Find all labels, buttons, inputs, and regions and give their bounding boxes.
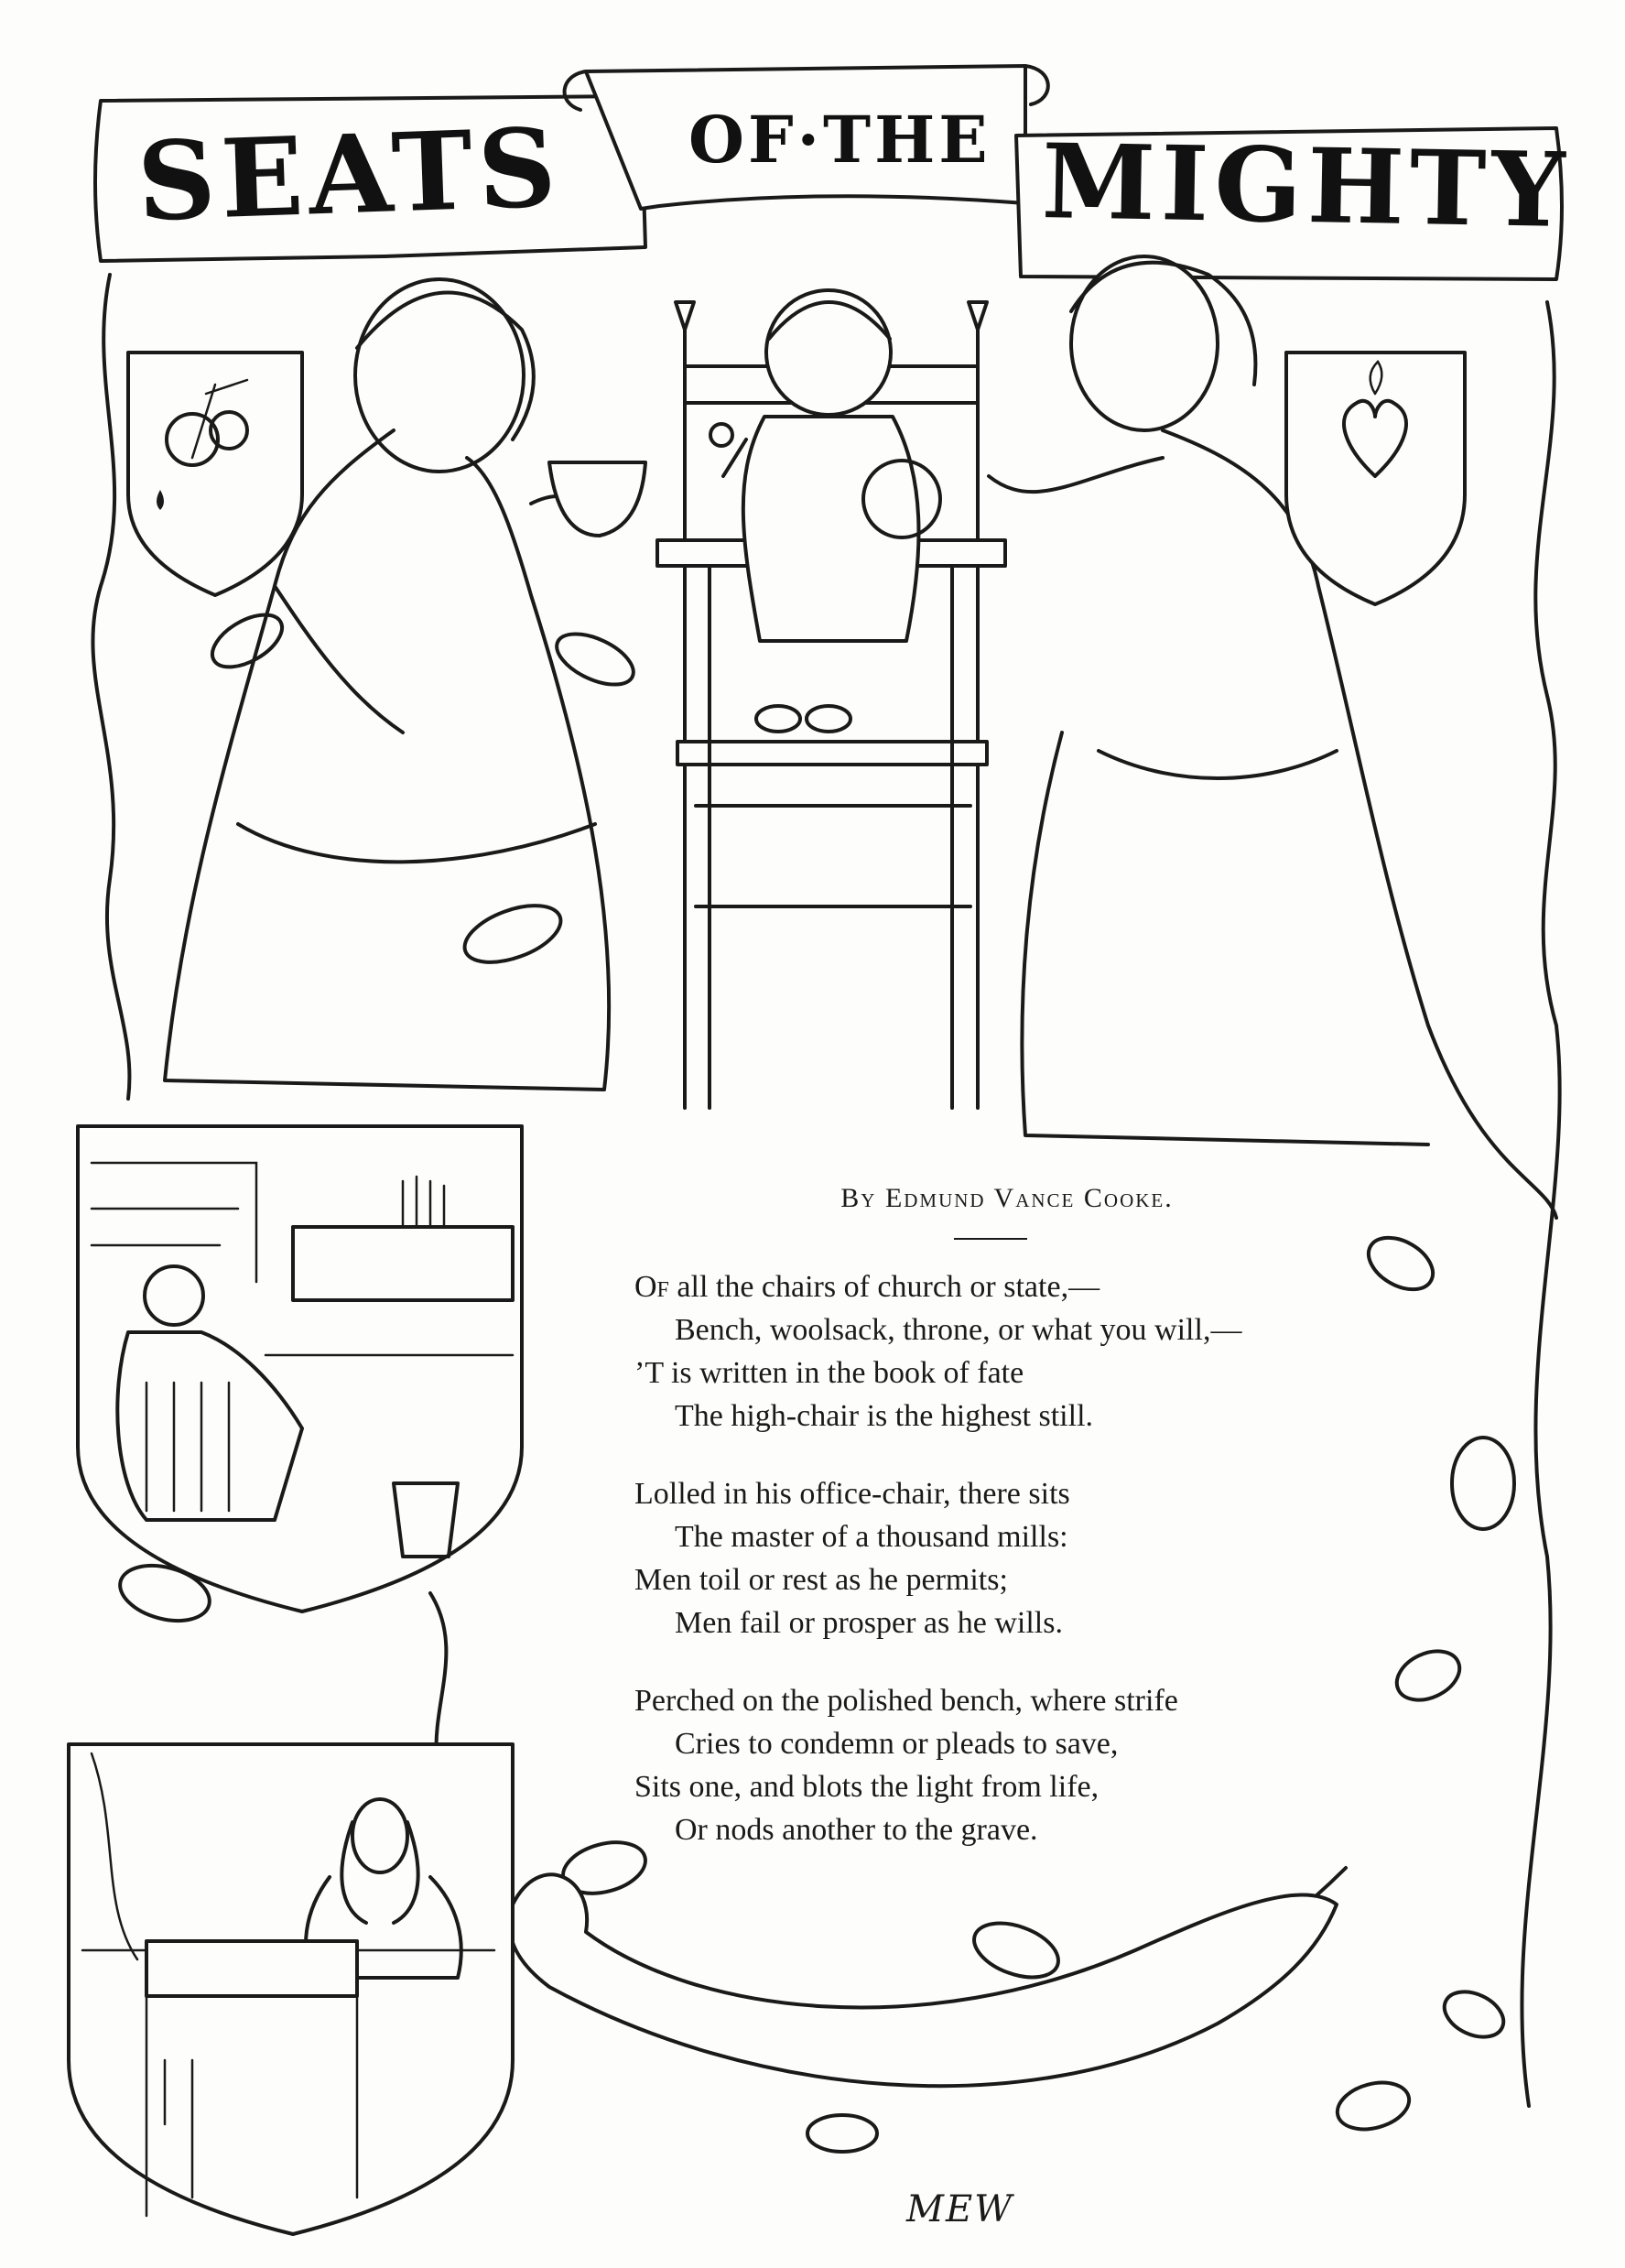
poem-line [634, 1265, 1385, 1308]
title-word-seats: SEATS [135, 103, 564, 246]
judge-scene-shield [69, 1744, 513, 2234]
poem-body [634, 1265, 1385, 1886]
bottom-scroll-ribbon [509, 1874, 1337, 2086]
title-word-mighty: MIGHTY [1040, 121, 1572, 252]
author-byline: By Edmund Vance Cooke. [840, 1183, 1174, 1213]
poem-line: The high-chair is the highest still. [675, 1399, 1094, 1433]
seated-woman-right [989, 256, 1556, 1218]
high-chair-with-child [657, 290, 1005, 1108]
poem-line: Bench, woolsack, throne, or what you will,— [675, 1313, 1242, 1347]
artist-signature: MEW [906, 2188, 1014, 2230]
office-scene-shield [78, 1126, 522, 1611]
poem-line: The master of a thousand mills: [675, 1520, 1068, 1554]
byline-divider [954, 1238, 1027, 1240]
poem-stanza [634, 1265, 1385, 1438]
top-right-shield [1286, 353, 1465, 604]
poem-line: Or nods another to the grave. [675, 1813, 1038, 1847]
poem-line: Men toil or rest as he permits; [634, 1563, 1008, 1597]
poem-line: Sits one, and blots the light from life, [634, 1770, 1100, 1804]
poem-stanza [634, 1679, 1385, 1851]
poem-line: Perched on the polished bench, where strife [634, 1684, 1178, 1718]
poem-line: Cries to condemn or pleads to save, [675, 1727, 1119, 1761]
title-word-of-the: OF·THE [688, 102, 991, 178]
poem-line-text: all the chairs of church or state,— [668, 1270, 1100, 1304]
poem-line: ’T is written in the book of fate [634, 1356, 1024, 1390]
poem-stanza [634, 1472, 1385, 1644]
poem-initial-word: Of [634, 1270, 669, 1304]
poem-line: Men fail or prosper as he wills. [675, 1606, 1063, 1640]
poem-line: Lolled in his office-chair, there sits [634, 1477, 1070, 1511]
top-left-shield [128, 353, 302, 595]
